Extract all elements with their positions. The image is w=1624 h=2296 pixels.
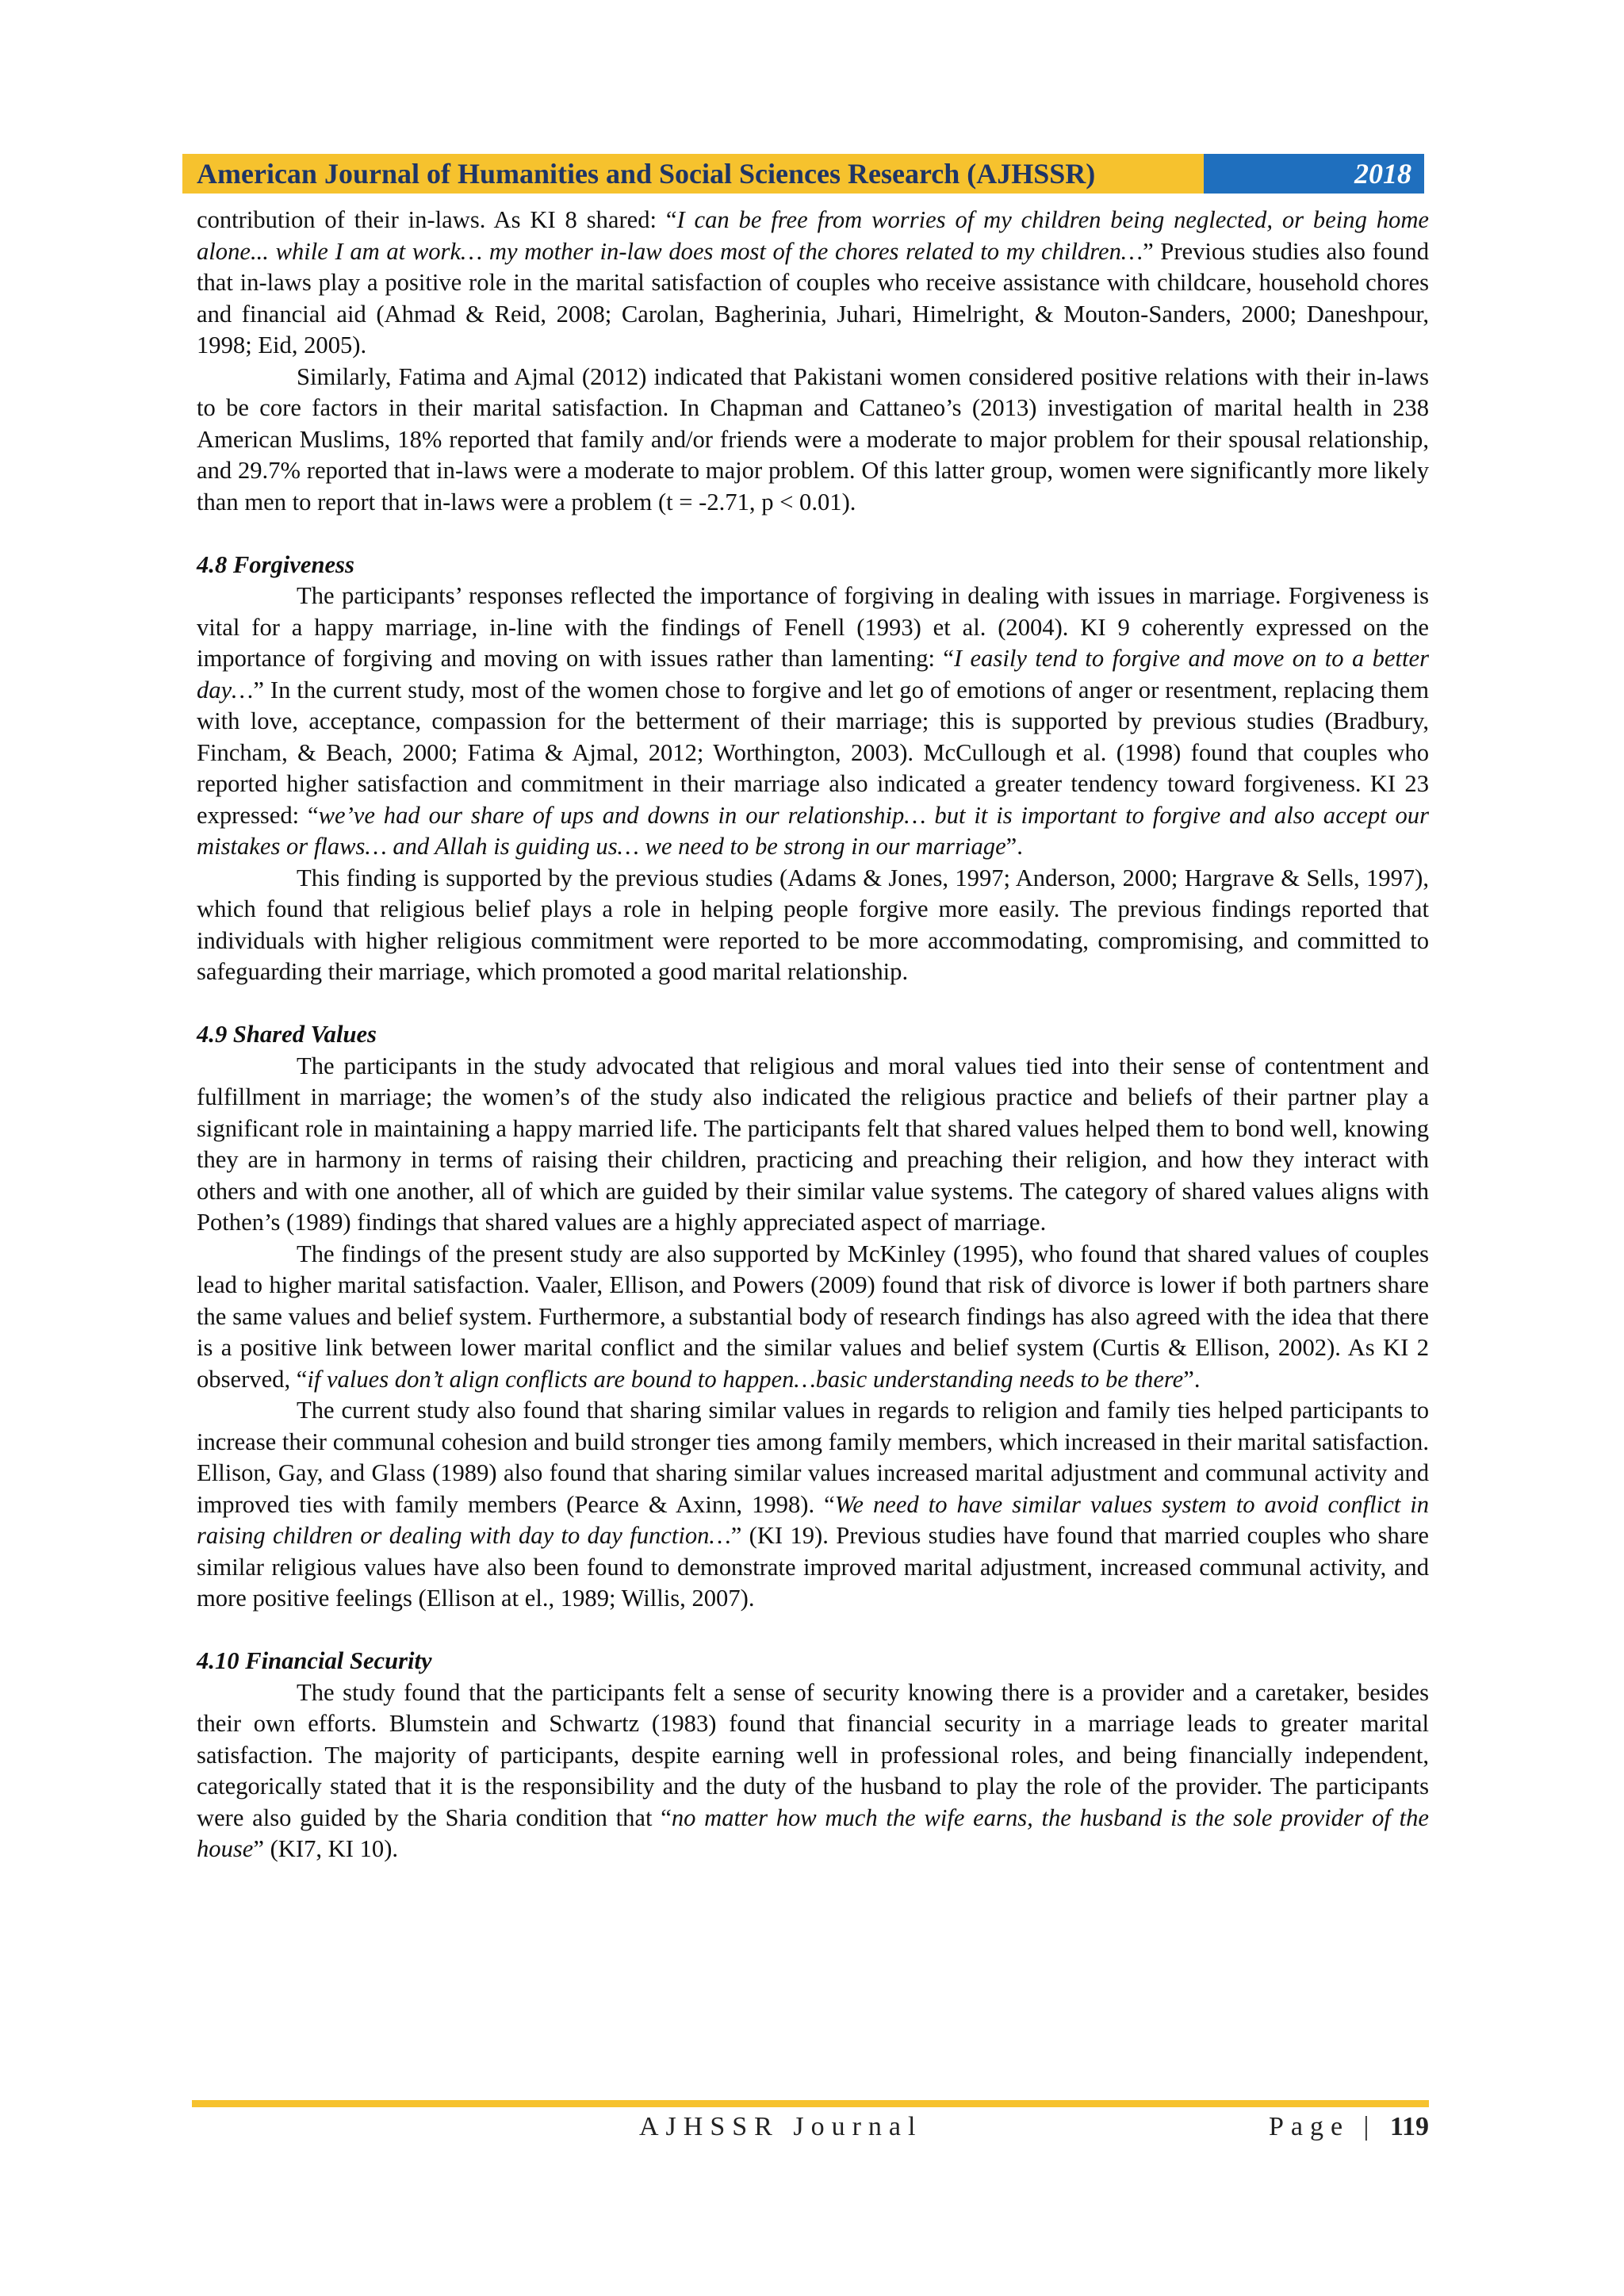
quote-ki9: I easily tend to forgive and move on to a better day… [197, 645, 1429, 703]
paragraph-inlaws-contribution: contribution of their in-laws. As KI 8 shared: “I can be free from worries of my children being neglected, or being home alone... while I am at work… my mother in-law does most of the chores related to my children…” Previous studies also found that in-laws play a positive role in the marital satisfaction of couples who receive assistance with childcare, household chores and financial aid (Ahmad & Reid, 2008; Carolan, Bagherinia, Juhari, Himelright, & Mouton-Sanders, 2000; Daneshpour, 1998; Eid, 2005). [197, 206, 1429, 358]
running-header [182, 154, 1424, 194]
quote-ki2: if values don’t align conflicts are bound to happen…basic understanding needs to be there [307, 1365, 1184, 1393]
quote-ki19: We need to have similar values system to avoid conflict in raising children or dealing with day to day function… [197, 1490, 1430, 1549]
page-number: 119 [1389, 2112, 1429, 2141]
paragraph-shared-values: The participants in the study advocated that religious and moral values tied into their sense of contentment and fulfillment in marriage; the women’s of the study also indicated the religious practice and beliefs of their partner play a significant role in maintaining a happy married life. The participants felt that shared values helped them to bond well, knowing they are in harmony in terms of raising their children, practicing and preaching their religion, and how they interact with others and with one another, all of which are guided by their similar value systems. The category of shared values aligns with Pothen’s (1989) findings that shared values are a highly appreciated aspect of marriage. [197, 1052, 1429, 1236]
publication-year: 2018 [1204, 154, 1424, 194]
section-heading-forgiveness: 4.8 Forgiveness [197, 550, 354, 578]
journal-title: American Journal of Humanities and Social Sciences Research (AJHSSR) [182, 154, 1204, 194]
footer-divider [192, 2100, 1429, 2107]
paragraph-financial-security: The study found that the participants felt a sense of security knowing there is a provider and a caretaker, besides their own efforts. Blumstein and Schwartz (1983) found that financial security in a marriage leads to greater marital satisfaction. The majority of participants, despite earning well in professional roles, and being financially independent, categorically stated that it is the responsibility and the duty of the husband to play the role of the provider. The participants were also guided by the Sharia condition that “no matter how much the wife earns, the husband is the sole provider of the house” (KI7, KI 10). [197, 1678, 1429, 1862]
section-heading-financial-security: 4.10 Financial Security [197, 1647, 432, 1674]
quote-sharia: no matter how much the wife earns, the husband is the sole provider of the house [197, 1803, 1429, 1862]
footer-page-number: Page | 119 [1268, 2112, 1429, 2141]
article-body [197, 205, 1429, 1865]
quote-ki23: we’ve had our share of ups and downs in our relationship… but it is important to forgive and also accept our mistakes or flaws… and Allah is guiding us… we need to be strong in our marriage [197, 801, 1429, 860]
paragraph-forgiveness: The participants’ responses reflected the importance of forgiving in dealing with issues in marriage. Forgiveness is vital for a happy marriage, in-line with the findings of Fenell (1993) et al. (2004). KI 9 coherently expressed on the importance of forgiving and moving on with issues rather than lamenting: “I easily tend to forgive and move on to a better day…” In the current study, most of the women chose to forgive and let go of emotions of anger or resentment, replacing them with love, acceptance, compassion for the betterment of their marriage; this is supported by previous studies (Bradbury, Fincham, & Beach, 2000; Fatima & Ajmal, 2012; Worthington, 2003). McCullough et al. (1998) found that couples who reported higher satisfaction and commitment in their marriage also indicated a greater tendency toward forgiveness. KI 23 expressed: “we’ve had our share of ups and downs in our relationship… but it is important to forgive and also accept our mistakes or flaws… and Allah is guiding us… we need to be strong in our marriage”. [197, 582, 1429, 860]
footer-journal-name: AJHSSR Journal [639, 2112, 923, 2141]
section-heading-shared-values: 4.9 Shared Values [197, 1021, 377, 1048]
paragraph-mckinley: The findings of the present study are also supported by McKinley (1995), who found that shared values of couples lead to higher marital satisfaction. Vaaler, Ellison, and Powers (2009) found that risk of divorce is lower if both partners share the same values and belief system. Furthermore, a substantial body of research findings has also agreed with the idea that there is a positive link between lower marital conflict and the similar values and belief system (Curtis & Ellison, 2002). As KI 2 observed, “if values don’t align conflicts are bound to happen…basic understanding needs to be there”. [197, 1240, 1429, 1393]
paragraph-religious-belief: This finding is supported by the previous studies (Adams & Jones, 1997; Anderson, 2000; Hargrave & Sells, 1997), which found that religious belief plays a role in helping people forgive more easily. The previous findings reported that individuals with higher religious commitment were reported to be more accommodating, compromising, and committed to safeguarding their marriage, which promoted a good marital relationship. [197, 864, 1429, 985]
quote-ki8: I can be free from worries of my children being neglected, or being home alone... while I am at work… my mother in-law does most of the chores related to my children… [197, 206, 1429, 265]
paragraph-communal-cohesion: The current study also found that sharing similar values in regards to religion and family ties helped participants to increase their communal cohesion and build stronger ties among family members, which increased in their marital satisfaction. Ellison, Gay, and Glass (1989) also found that sharing similar values increased marital adjustment and communal activity and improved ties with family members (Pearce & Axinn, 1998). “We need to have similar values system to avoid conflict in raising children or dealing with day to day function…” (KI 19). Previous studies have found that married couples who share similar religious values have also been found to demonstrate improved marital adjustment, increased communal activity, and more positive feelings (Ellison at el., 1989; Willis, 2007). [197, 1397, 1430, 1612]
paragraph-fatima-ajmal: Similarly, Fatima and Ajmal (2012) indicated that Pakistani women considered positive relations with their in-laws to be core factors in their marital satisfaction. In Chapman and Cattaneo’s (2013) investigation of marital health in 238 American Muslims, 18% reported that family and/or friends were a moderate to major problem for their spousal relationship, and 29.7% reported that in-laws were a moderate to major problem. Of this latter group, women were significantly more likely than men to report that in-laws were a problem (t = -2.71, p < 0.01). [197, 362, 1429, 516]
